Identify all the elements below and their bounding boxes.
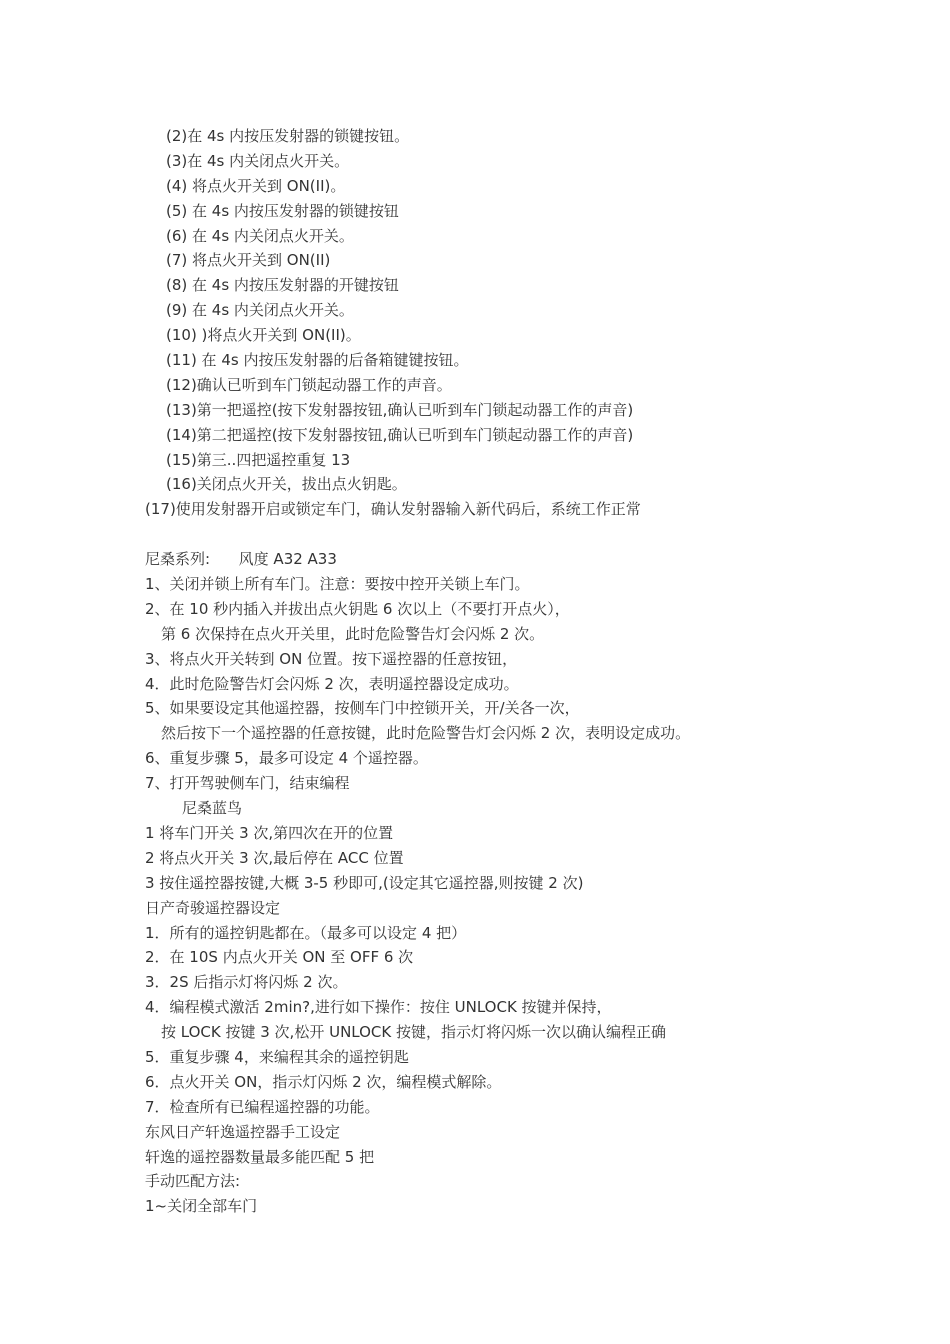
step-line: (14)第二把遥控(按下发射器按钮,确认已听到车门锁起动器工作的声音) (166, 425, 634, 444)
xtrail-line: 5．重复步骤 4，来编程其余的遥控钥匙 (145, 1047, 409, 1066)
step-line: (4) 将点火开关到 ON(II)。 (166, 176, 346, 195)
nissan-line: 3、将点火开关转到 ON 位置。按下遥控器的任意按钮， (145, 649, 518, 668)
step-line: (10) )将点火开关到 ON(II)。 (166, 326, 361, 345)
nissan-line: 7、打开驾驶侧车门，结束编程 (145, 774, 350, 793)
nissan-line: 4．此时危险警告灯会闪烁 2 次，表明遥控器设定成功。 (145, 674, 519, 693)
step-line: (6) 在 4s 内关闭点火开关。 (166, 226, 354, 245)
section-heading-sylphy: 东风日产轩逸遥控器手工设定 (145, 1122, 341, 1141)
step-line: (11) 在 4s 内按压发射器的后备箱键键按钮。 (166, 351, 469, 370)
section-heading-xtrail: 日产奇骏遥控器设定 (145, 898, 281, 917)
nissan-line: 2、在 10 秒内插入并拔出点火钥匙 6 次以上（不要打开点火）， (145, 599, 570, 618)
nissan-line: 然后按下一个遥控器的任意按键，此时危险警告灯会闪烁 2 次，表明设定成功。 (161, 724, 691, 743)
xtrail-line: 按 LOCK 按键 3 次,松开 UNLOCK 按键，指示灯将闪烁一次以确认编程正确 (161, 1023, 667, 1042)
sylphy-line: 手动匹配方法: (145, 1172, 241, 1191)
xtrail-line: 2．在 10S 内点火开关 ON 至 OFF 6 次 (145, 948, 414, 967)
step-line-final: (17)使用发射器开启或锁定车门，确认发射器输入新代码后，系统工作正常 (145, 500, 641, 519)
xtrail-line: 4．编程模式激活 2min?,进行如下操作：按住 UNLOCK 按键并保持， (145, 998, 612, 1017)
nissan-line: 5、如果要设定其他遥控器，按侧车门中控锁开关，开/关各一次， (145, 699, 580, 718)
step-line: (12)确认已听到车门锁起动器工作的声音。 (166, 375, 452, 394)
section-heading-bluebird: 尼桑蓝鸟 (182, 799, 243, 818)
step-line: (2)在 4s 内按压发射器的锁键按钮。 (166, 127, 410, 145)
step-line: (8) 在 4s 内按压发射器的开键按钮 (166, 276, 399, 295)
bluebird-line: 2 将点火开关 3 次,最后停在 ACC 位置 (145, 848, 404, 867)
xtrail-line: 1．所有的遥控钥匙都在。（最多可以设定 4 把） (145, 923, 467, 942)
document-body (145, 124, 925, 1219)
section-heading-nissan: 尼桑系列: 风度 A32 A33 (145, 550, 337, 569)
bluebird-line: 3 按住遥控器按键,大概 3-5 秒即可,(设定其它遥控器,则按键 2 次) (145, 873, 584, 892)
xtrail-line: 6．点火开关 ON，指示灯闪烁 2 次，编程模式解除。 (145, 1072, 502, 1091)
bluebird-line: 1 将车门开关 3 次,第四次在开的位置 (145, 823, 394, 842)
step-line: (7) 将点火开关到 ON(II) (166, 251, 331, 270)
nissan-line: 第 6 次保持在点火开关里，此时危险警告灯会闪烁 2 次。 (161, 624, 545, 643)
step-line: (9) 在 4s 内关闭点火开关。 (166, 301, 354, 320)
step-line: (16)关闭点火开关，拔出点火钥匙。 (166, 475, 407, 494)
sylphy-line: 1~关闭全部车门 (145, 1197, 258, 1216)
nissan-line: 1、关闭并锁上所有车门。注意：要按中控开关锁上车门。 (145, 575, 530, 594)
step-line: (15)第三..四把遥控重复 13 (166, 450, 351, 469)
step-line: (13)第一把遥控(按下发射器按钮,确认已听到车门锁起动器工作的声音) (166, 400, 634, 419)
sylphy-line: 轩逸的遥控器数量最多能匹配 5 把 (145, 1147, 375, 1166)
nissan-line: 6、重复步骤 5，最多可设定 4 个遥控器。 (145, 749, 428, 768)
step-line: (3)在 4s 内关闭点火开关。 (166, 151, 350, 170)
xtrail-line: 3．2S 后指示灯将闪烁 2 次。 (145, 973, 348, 992)
xtrail-line: 7．检查所有已编程遥控器的功能。 (145, 1097, 380, 1116)
step-line: (5) 在 4s 内按压发射器的锁键按钮 (166, 201, 399, 220)
paragraph-gap (145, 522, 925, 547)
